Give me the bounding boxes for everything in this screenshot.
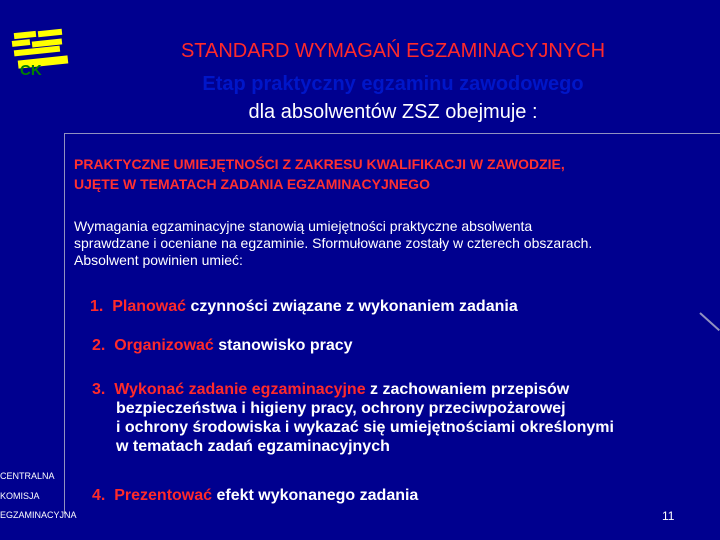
item-verb: Planować xyxy=(112,298,187,315)
item-number: 1. xyxy=(90,298,104,315)
list-item xyxy=(92,337,353,355)
item-verb: Wykonać xyxy=(114,381,185,398)
item-text-red: zadanie egzaminacyjne xyxy=(184,381,366,398)
item-text: efekt wykonanego zadania xyxy=(212,487,419,504)
footer-org-line-3: EGZAMINACYJNA xyxy=(0,510,77,520)
intro-line-3: Absolwent powinien umieć: xyxy=(74,252,243,268)
list-item xyxy=(92,487,418,505)
footer-org-line-2: KOMISJA xyxy=(0,491,40,501)
title-line-1: STANDARD WYMAGAŃ EGZAMINACYJNYCH xyxy=(180,40,606,62)
item-verb: Organizować xyxy=(114,337,214,354)
intro-text xyxy=(74,218,714,269)
page-number: 11 xyxy=(662,509,675,523)
item-number: 2. xyxy=(92,337,106,354)
svg-text:CK: CK xyxy=(20,62,42,79)
section-heading xyxy=(74,154,714,194)
title-line-3: dla absolwentów ZSZ obejmuje : xyxy=(248,101,538,123)
heading-line-1: PRAKTYCZNE UMIEJĘTNOŚCI Z ZAKRESU KWALIFIKACJI W ZAWODZIE, xyxy=(74,156,565,172)
footer-org-line-1: CENTRALNA xyxy=(0,471,55,481)
intro-line-1: Wymagania egzaminacyjne stanowią umiejętności praktyczne absolwenta xyxy=(74,218,533,234)
title-line-2: Etap praktyczny egzaminu zawodowego xyxy=(202,73,584,95)
item-text: czynności związane z wykonaniem zadania xyxy=(186,298,518,315)
item-continuation-2: i ochrony środowiska i wykazać się umiejętnościami określonymi xyxy=(116,419,614,436)
item-number: 4. xyxy=(92,487,106,504)
list-item xyxy=(90,298,518,316)
item-text: stanowisko pracy xyxy=(213,337,353,354)
list-item xyxy=(92,380,614,456)
item-continuation-1: bezpieczeństwa i higieny pracy, ochrony przeciwpożarowej xyxy=(116,400,566,417)
intro-line-2: sprawdzane i oceniane na egzaminie. Sformułowane zostały w czterech obszarach. xyxy=(74,235,593,251)
item-verb: Prezentować xyxy=(114,487,213,504)
item-text: z zachowaniem przepisów xyxy=(365,381,570,398)
item-continuation-3: w tematach zadań egzaminacyjnych xyxy=(116,438,390,455)
heading-line-2: UJĘTE W TEMATACH ZADANIA EGZAMINACYJNEGO xyxy=(74,176,430,192)
item-number: 3. xyxy=(92,381,106,398)
